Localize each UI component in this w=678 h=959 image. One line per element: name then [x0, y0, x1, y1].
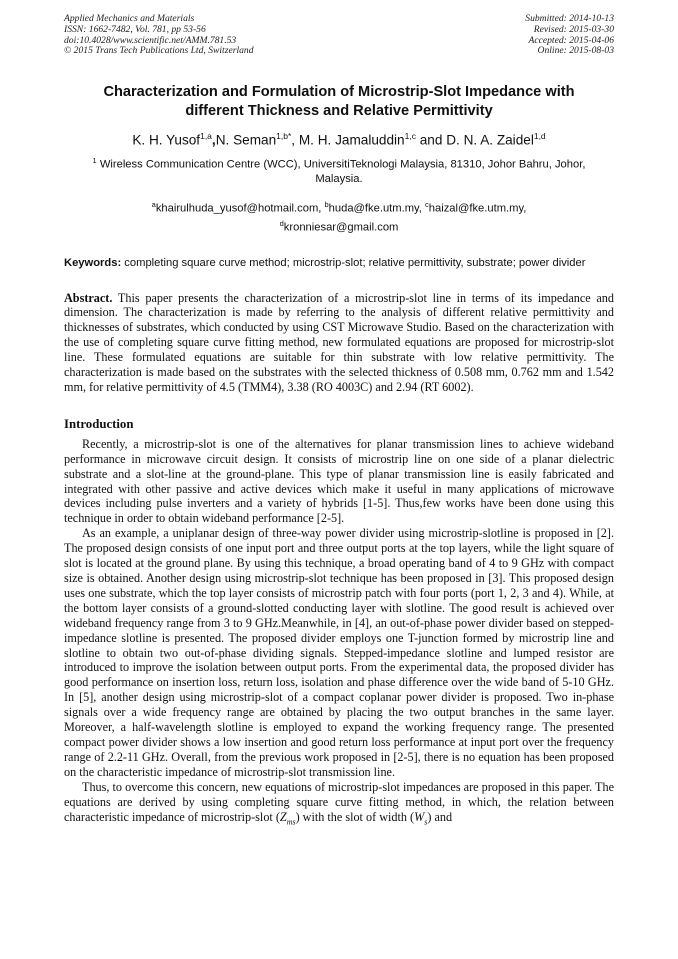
- email-c[interactable]: haizal@fke.utm.my,: [428, 203, 527, 216]
- publication-header: [64, 14, 614, 57]
- email-d[interactable]: kronniesar@gmail.com: [283, 221, 399, 234]
- author-list: K. H. Yusof$^{1,a}$,N. Seman$^{1,b*}$, M. H. Jamaluddin$^{1,c}$ and D. N. A. Zaidel$^{1,d}$: [132, 131, 546, 148]
- author-3-sup: 1,c: [404, 131, 416, 142]
- email-a-sup: a: [151, 200, 156, 210]
- author-emails: [64, 198, 614, 234]
- symbol-z-sub: ms: [286, 816, 296, 826]
- keywords-label: Keywords:: [64, 256, 122, 269]
- affiliation-sup: 1: [92, 155, 97, 165]
- email-c-sup: c: [425, 200, 429, 210]
- email-b[interactable]: huda@fke.utm.my,: [328, 203, 426, 216]
- intro-paragraph-2: As an example, a uniplanar design of three-way power divider using microstrip-slotline is proposed in [2]. The proposed design consists of one input port and three output ports at the top layers, while the light square of slot is located at the ground plane. By using this technique, a broad operating band of 4 to 9 GHz with compact size is obtained. Another design using microstrip-slot technique has been proposed in [3]. This proposed design uses one substrate, which the top layer consists of microstrip patch with four ports (port 1, 2, 3 and 4). While, at the bottom layer consists of a ground-slotted conducting layer with slotline. The good result is achieved over wideband frequency range from 3 to 9 GHz.Meanwhile, in [4], an out-of-phase power divider based on stepped-impedance slotline is presented. The proposed divider employs one T-junction formed by microstrip line and slotline to obtain two out-of-phase dividing signals. Stepped-impedance slotline and lumped resistor are introduced to improve the isolation between output ports. From the experimental data, the proposed divider has good performance on insertion loss, return loss, isolation and phase difference over the wide band of 5-10 GHz. In [5], another design using microstrip-slot of a compact coplanar power divider is proposed. Two in-phase signals over a wide frequency range are obtained by placing the two output branches in the same layer. Moreover, a half-wavelength slotline is employed to expand the working frequency range. The presented compact power divider shows a low insertion and good return loss performance at input port over the frequency range of 2.2-11 GHz. Overall, from the previous work proposed in [2-5], there is no equation has been proposed on the characteristic impedance of microstrip-slot transmission line.: [64, 526, 614, 779]
- online-date: Online: 2015-08-03: [537, 45, 614, 57]
- copyright-line: © 2015 Trans Tech Publications Ltd, Switzerland: [64, 45, 254, 57]
- symbol-w-sub: s: [424, 816, 428, 826]
- accepted-date: Accepted: 2015-04-06: [528, 34, 614, 46]
- journal-info: [64, 14, 254, 57]
- symbol-z: Z: [279, 809, 287, 824]
- affiliation-text: Wireless Communication Centre (WCC), UniversitiTeknologi Malaysia, 81310, Johor Bahru, Johor, Malaysia.: [96, 158, 586, 185]
- author-1-sup: 1,a: [200, 131, 212, 142]
- p3-text-b: ) with the slot of width (: [295, 809, 415, 824]
- author-3: M. H. Jamaluddin: [298, 132, 405, 148]
- title-line-2: different Thickness and Relative Permittivity: [185, 103, 493, 120]
- intro-paragraph-3: [64, 780, 614, 830]
- author-and: and: [415, 132, 447, 148]
- title-line-1: Characterization and Formulation of Microstrip-Slot Impedance with: [103, 84, 575, 101]
- email-line-2: [64, 217, 614, 235]
- author-4: D. N. A. Zaidel: [446, 132, 534, 148]
- submitted-date: Submitted: 2014-10-13: [525, 13, 614, 24]
- author-2: N. Seman: [215, 132, 277, 148]
- paper-title: [64, 83, 614, 121]
- doi-line: doi:10.4028/www.scientific.net/AMM.781.53: [64, 34, 237, 46]
- keywords-text: completing square curve method; microstrip-slot; relative permittivity, substrate; power divider: [121, 256, 586, 269]
- p3-text-c: ) and: [427, 809, 453, 824]
- email-line-1: [64, 198, 614, 216]
- intro-paragraph-1: Recently, a microstrip-slot is one of the alternatives for planar transmission lines to achieve wideband performance in microwave circuit design. It consists of microstrip line on one side of a planar dielectric substrate and a slot-line at the ground-plane. This type of planar transmission line is easily fabricated and integrated with other passive and active devices which make it useful in many applications of microwave devices including pulse inverters and a variety of hybrids [1-5]. Thus,few works have been done using this technique in order to obtain wideband performance [2-5].: [64, 436, 614, 526]
- issn-line: ISSN: 1662-7482, Vol. 781, pp 53-56: [64, 23, 206, 35]
- dates-info: [525, 14, 614, 57]
- p3-text-a: Thus, to overcome this concern, new equations of microstrip-slot impedances are proposed in this paper. The equations are derived by using completing square curve fitting method, in which, the relation between characteristic impedance of microstrip-slot (: [64, 779, 614, 824]
- section-heading-introduction: Introduction: [64, 416, 134, 431]
- affiliation: [64, 154, 614, 187]
- email-b-sup: b: [324, 200, 329, 210]
- author-1: K. H. Yusof: [132, 132, 201, 148]
- journal-name: Applied Mechanics and Materials: [64, 13, 195, 24]
- symbol-w: W: [414, 809, 425, 824]
- author-4-sup: 1,d: [533, 131, 546, 142]
- email-d-sup: d: [279, 218, 284, 228]
- abstract: [64, 291, 614, 395]
- email-a[interactable]: khairulhuda_yusof@hotmail.com,: [155, 203, 325, 216]
- revised-date: Revised: 2015-03-30: [533, 23, 614, 35]
- author-2-sup: 1,b*: [276, 131, 292, 142]
- keywords: [64, 257, 614, 271]
- abstract-label: Abstract.: [64, 290, 113, 305]
- abstract-text: This paper presents the characterization of a microstrip-slot line in terms of its impedance and dimension. The characterization is made by referring to the analysis of different relative permittivity and thicknesses of substrates, which conducted by using CST Microwave Studio. Based on the characterization with the use of completing square curve fitting method, new formulated equations are proposed for microstrip-slot line. These formulated equations are suitable for thin substrate with low relative permittivity. The characterization is made based on the substrates with the selected thickness of 0.508 mm, 0.762 mm and 1.542 mm, for relative permittivity of 4.5 (TMM4), 3.38 (RO 4003C) and 2.94 (RT 6002).: [64, 290, 614, 394]
